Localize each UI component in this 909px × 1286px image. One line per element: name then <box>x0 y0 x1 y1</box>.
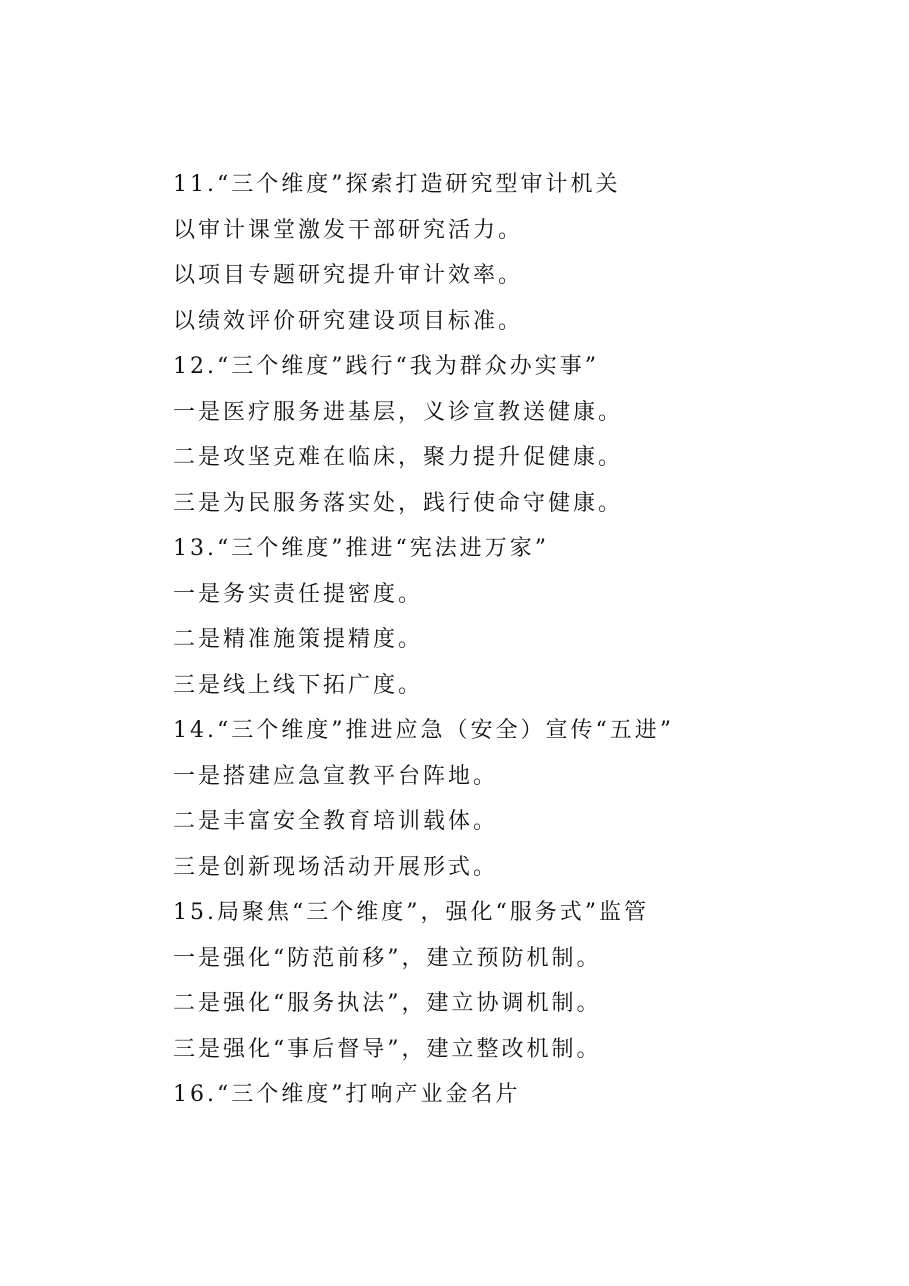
list-item: 一是医疗服务进基层，义诊宣教送健康。 <box>173 399 624 425</box>
heading-12: 12.“三个维度”践行“我为群众办实事” <box>173 354 599 379</box>
list-item: 三是线上线下拓广度。 <box>173 672 424 698</box>
list-item: 三是强化“事后督导”，建立整改机制。 <box>173 1036 602 1062</box>
list-item: 二是攻坚克难在临床，聚力提升促健康。 <box>173 445 624 470</box>
list-item: 三是为民服务落实处，践行使命守健康。 <box>173 490 624 516</box>
list-item: 一是强化“防范前移”，建立预防机制。 <box>173 945 602 971</box>
list-item: 二是丰富安全教育培训载体。 <box>173 809 499 834</box>
list-item: 二是精准施策提精度。 <box>173 627 424 652</box>
heading-11: 11.“三个维度”探索打造研究型审计机关 <box>173 172 621 197</box>
heading-16: 16.“三个维度”打响产业金名片 <box>173 1082 521 1107</box>
list-item: 一是搭建应急宣教平台阵地。 <box>173 763 499 789</box>
heading-13: 13.“三个维度”推进“宪法进万家” <box>173 536 549 561</box>
list-item: 以审计课堂激发干部研究活力。 <box>173 217 524 243</box>
heading-15: 15.局聚焦“三个维度”，强化“服务式”监管 <box>173 900 649 925</box>
list-item: 三是创新现场活动开展形式。 <box>173 854 499 880</box>
document-body <box>173 162 873 1118</box>
list-item: 以项目专题研究提升审计效率。 <box>173 263 524 288</box>
list-item: 以绩效评价研究建设项目标准。 <box>173 308 524 334</box>
heading-14: 14.“三个维度”推进应急（安全）宣传“五进” <box>173 718 674 743</box>
list-item: 一是务实责任提密度。 <box>173 581 424 607</box>
list-item: 二是强化“服务执法”，建立协调机制。 <box>173 991 602 1016</box>
